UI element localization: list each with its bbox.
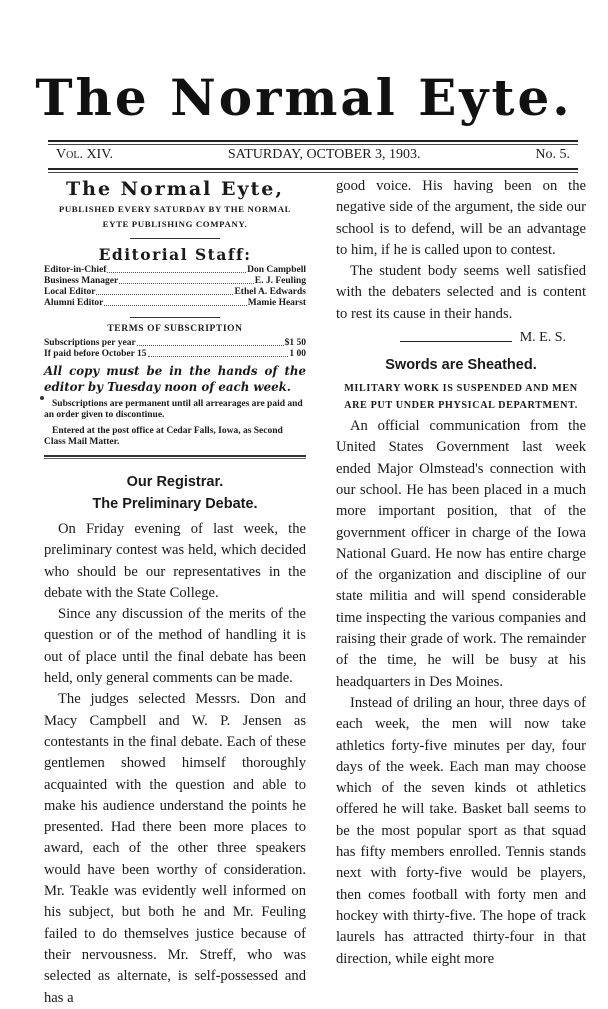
article-subheadline: MILITARY WORK IS SUSPENDED AND MEN ARE PUT UNDER PHYSICAL DEPARTMENT. bbox=[344, 383, 578, 412]
right-column bbox=[336, 176, 586, 970]
dateline-rule-bottom-thin bbox=[48, 172, 578, 173]
author-initials: M. E. S. bbox=[519, 330, 566, 346]
masthead-title: The Normal Eyte. bbox=[35, 68, 573, 127]
divider bbox=[130, 317, 220, 318]
article-paragraph: On Friday evening of last week, the preliminary contest was held, which decided who should be our representatives in the debate with the State College. bbox=[44, 521, 306, 601]
print-speck bbox=[40, 396, 44, 400]
article-swords bbox=[336, 354, 586, 970]
article-paragraph: Since any discussion of the merits of the question or of the method of handling it is out of place until the final debate has been held, only general comments can be made. bbox=[44, 606, 306, 687]
terms-row bbox=[44, 349, 306, 360]
article-paragraph: Instead of driling an hour, three days of each week, the men will now take athletics forty-five minutes per day, four days of the week. Each man may choose which of the seven kinds ot athletics offered he will take. Basket ball seems to be the most popular sport as that squad has fifty members enrolled. Tennis stands next with forty-five would be players, then comes football with forty men and hockey with thirty-five. The hope of track laurels has attracted thirty-four in that direction, while eight more bbox=[336, 694, 586, 967]
article-headline: Swords are Sheathed. bbox=[385, 357, 537, 374]
terms-heading: TERMS OF SUBSCRIPTION bbox=[107, 324, 243, 334]
dateline-rule-bottom bbox=[48, 168, 578, 170]
staff-row bbox=[44, 265, 306, 276]
staff-role: Alumni Editor bbox=[44, 298, 104, 308]
volume-label: Vol. XIV. bbox=[56, 147, 114, 162]
staff-role: Local Editor bbox=[44, 287, 96, 297]
terms-row bbox=[44, 338, 306, 349]
staff-name: Don Campbell bbox=[247, 265, 306, 275]
issue-date: SATURDAY, OCTOBER 3, 1903. bbox=[227, 147, 421, 162]
subscription-notice: Subscriptions are permanent until all arrearages are paid and an order given to discontinue. bbox=[44, 399, 303, 420]
staff-name: E. J. Feuling bbox=[254, 276, 306, 286]
terms-label: Subscriptions per year bbox=[44, 338, 136, 348]
dateline bbox=[56, 146, 570, 164]
info-box-bottom-rule bbox=[44, 455, 306, 459]
terms-label: If paid before October 15 bbox=[44, 349, 147, 359]
article-signature bbox=[336, 325, 566, 346]
publisher-line-2: EYTE PUBLISHING COMPANY. bbox=[102, 219, 248, 229]
publisher-line-1: PUBLISHED EVERY SATURDAY BY THE NORMAL bbox=[58, 204, 292, 214]
masthead-rule-top bbox=[48, 140, 578, 142]
article-paragraph: An official communication from the United States Government last week ended Major Olmstead's connection with our school. He has been placed in a much more important position, that of the government officer in charge of the Iowa National Guard. He now has entire charge of the organization and discipline of our state militia and will spend considerable time inspecting the various companies and raising their grade of work. The remainder of the time, he will be busy at his headquarters in Des Moines. bbox=[336, 418, 586, 690]
signature-rule bbox=[400, 341, 512, 342]
editorial-staff-heading: Editorial Staff: bbox=[98, 245, 252, 264]
article-registrar bbox=[44, 471, 306, 1009]
copy-deadline-notice: All copy must be in the hands of the editor by Tuesday noon of each week. bbox=[44, 364, 306, 394]
article-paragraph: The judges selected Messrs. Don and Macy Campbell and W. P. Jensen as contestants in the final debate. Each of these gentlemen showed himself thoroughly acquainted with the question and able to make his audience understand the points he presented. Had there been more places to award, each of the other three speakers would have been worthy of consideration. Mr. Teakle was evidently well informed on his subject, but both he and Mr. Feuling failed to do themselves justice because of their nervousness. Mr. Streff, who was selected as alternate, is self-possessed and has a bbox=[44, 691, 306, 1006]
staff-row bbox=[44, 287, 306, 298]
staff-row bbox=[44, 276, 306, 287]
publication-info-box bbox=[44, 178, 306, 459]
issue-number: No. 5. bbox=[535, 147, 570, 162]
article-paragraph: The student body seems well satisfied with the debaters selected and is content to rest its cause in their hands. bbox=[336, 263, 586, 322]
staff-row bbox=[44, 298, 306, 309]
staff-name: Ethel A. Edwards bbox=[234, 287, 306, 297]
postal-notice: Entered at the post office at Cedar Falls, Iowa, as Second Class Mail Matter. bbox=[44, 426, 283, 447]
terms-price: $1 50 bbox=[284, 338, 306, 348]
left-column bbox=[44, 176, 306, 1009]
terms-price: 1 00 bbox=[289, 349, 306, 359]
masthead-rule-top-thin bbox=[48, 144, 578, 145]
article-paragraph: good voice. His having been on the negative side of the argument, the side our school is to defend, will be an advantage to him, if he is called upon to contest. bbox=[336, 178, 586, 258]
article-headline: Our Registrar. bbox=[126, 474, 224, 490]
divider bbox=[130, 238, 220, 239]
staff-name: Mamie Hearst bbox=[247, 298, 306, 308]
article-subheadline: The Preliminary Debate. bbox=[92, 496, 258, 512]
staff-role: Editor-in-Chief bbox=[44, 265, 107, 275]
article-registrar-continued bbox=[336, 176, 586, 346]
staff-role: Business Manager bbox=[44, 276, 119, 286]
info-box-title: The Normal Eyte, bbox=[66, 178, 284, 200]
